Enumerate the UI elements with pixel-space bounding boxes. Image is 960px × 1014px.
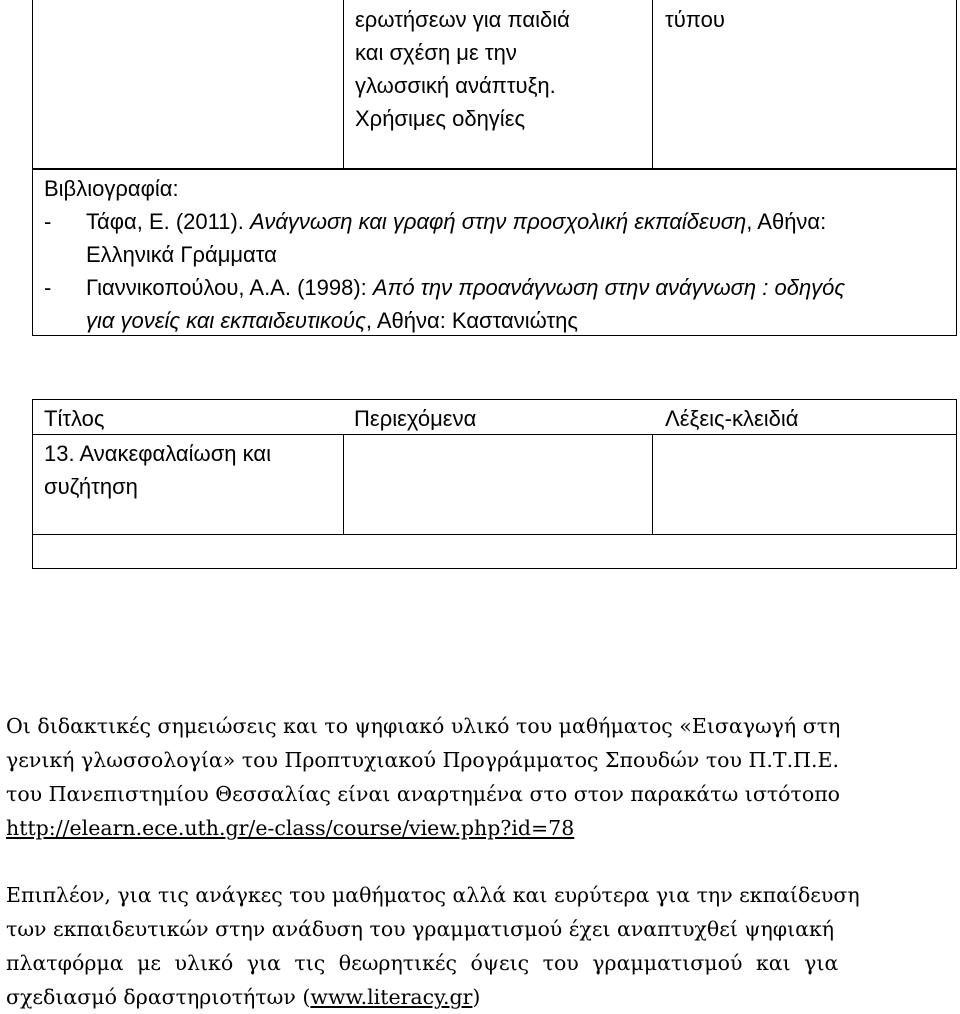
- top-table-divider-2: [652, 0, 653, 170]
- paragraph-line: πλατφόρμα με υλικό για τις θεωρητικές όψεις του γραμματισμού και για: [6, 951, 839, 975]
- top-table-cell-content: [355, 3, 645, 135]
- course-link[interactable]: http://elearn.ece.uth.gr/e-class/course/view.php?id=78: [6, 816, 575, 840]
- module-table-row-divider: [33, 434, 956, 435]
- reference-2: [86, 271, 946, 337]
- module-table-col-divider: [343, 435, 344, 534]
- module-table-col-divider: [652, 435, 653, 534]
- paragraph-line: Οι διδακτικές σημειώσεις και το ψηφιακό υλικό του μαθήματος «Εισαγωγή στη: [6, 714, 841, 738]
- reference-title: για γονείς και εκπαιδευτικούς: [86, 308, 366, 333]
- module-title-line: 13. Ανακεφαλαίωση και: [44, 441, 271, 466]
- literacy-paragraph: [6, 878, 942, 1014]
- paragraph-text: σχεδιασμό δραστηριοτήτων (: [6, 985, 311, 1009]
- cell-line: ερωτήσεων για παιδιά: [355, 7, 570, 32]
- bibliography-heading: Βιβλιογραφία:: [44, 176, 179, 201]
- literacy-link[interactable]: www.literacy.gr: [310, 985, 473, 1009]
- module-table-row-divider: [33, 534, 956, 535]
- cell-line: γλωσσική ανάπτυξη.: [355, 73, 556, 98]
- module-title: [44, 437, 339, 503]
- reference-publisher: , Αθήνα: Καστανιώτης: [365, 308, 579, 333]
- paragraph-line: Επιπλέον, για τις ανάγκες του μαθήματος αλλά και ευρύτερα για την εκπαίδευση: [6, 883, 860, 907]
- notes-paragraph: [6, 709, 942, 845]
- reference-1: [86, 205, 946, 271]
- top-table-divider-1: [343, 0, 344, 170]
- cell-line: τύπου: [665, 7, 725, 32]
- bullet-dash: -: [44, 209, 52, 234]
- reference-author: Γιαννικοπούλου, Α.Α. (1998):: [86, 275, 373, 300]
- paragraph-text: ): [472, 985, 481, 1009]
- paragraph-line: των εκπαιδευτικών στην ανάδυση του γραμματισμού έχει αναπτυχθεί ψηφιακή: [6, 917, 835, 941]
- cell-line: και σχέση με την: [355, 40, 517, 65]
- header-keywords: Λέξεις-κλειδιά: [665, 406, 799, 431]
- header-title: Τίτλος: [44, 406, 105, 431]
- reference-publisher: Ελληνικά Γράμματα: [86, 242, 277, 267]
- reference-publisher: , Αθήνα:: [746, 209, 827, 234]
- reference-title: Ανάγνωση και γραφή στην προσχολική εκπαίδευση: [250, 209, 747, 234]
- bullet-dash: -: [44, 275, 52, 300]
- module-title-line: συζήτηση: [44, 474, 138, 499]
- cell-line: Χρήσιμες οδηγίες: [355, 106, 526, 131]
- paragraph-line: γενική γλωσσολογία» του Προπτυχιακού Προγράμματος Σπουδών του Π.Τ.Π.Ε.: [6, 748, 839, 772]
- top-table-cell-keywords: [665, 3, 725, 36]
- reference-author: Τάφα, Ε. (2011).: [86, 209, 251, 234]
- header-contents: Περιεχόμενα: [354, 406, 477, 431]
- paragraph-line: του Πανεπιστημίου Θεσσαλίας είναι αναρτημένα στο στον παρακάτω ιστότοπο: [6, 782, 841, 806]
- reference-title: Από την προανάγνωση στην ανάγνωση : οδηγός: [372, 275, 846, 300]
